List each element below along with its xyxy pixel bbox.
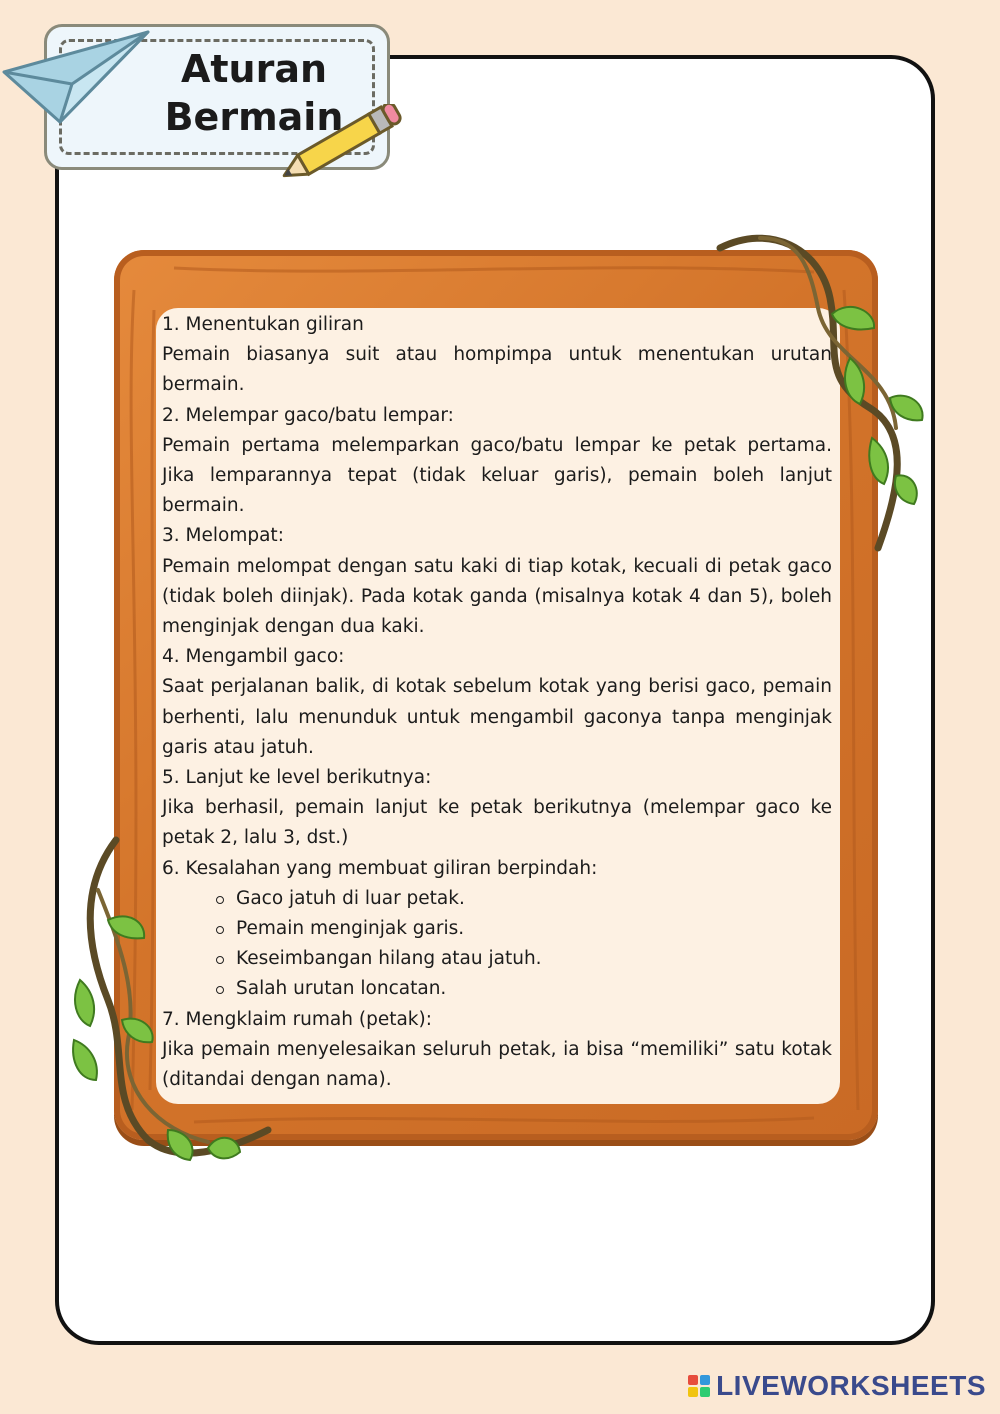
liveworksheets-watermark [688, 1370, 986, 1402]
brand-name: LIVEWORKSHEETS [716, 1370, 986, 1401]
rule-6-bullet: Gaco jatuh di luar petak. [236, 884, 832, 914]
rule-4-body: Saat perjalanan balik, di kotak sebelum kotak yang berisi gaco, pemain berhenti, lalu menunduk untuk mengambil gaconya tanpa menginjak garis atau jatuh. [162, 676, 832, 758]
rule-2-heading: 2. Melempar gaco/batu lempar: [162, 404, 454, 426]
rule-1-body: Pemain biasanya suit atau hompimpa untuk menentukan urutan bermain. [162, 344, 832, 396]
rule-6-bullet: Pemain menginjak garis. [236, 914, 832, 944]
logo-square [700, 1387, 710, 1397]
rule-3-body: Pemain melompat dengan satu kaki di tiap kotak, kecuali di petak gaco (tidak boleh diinjak). Pada kotak ganda (misalnya kotak 4 dan 5), boleh menginjak dengan dua kaki. [162, 555, 832, 638]
rule-5-body: Jika berhasil, pemain lanjut ke petak berikutnya (melempar gaco ke petak 2, lalu 3, dst.) [162, 797, 832, 849]
logo-square [700, 1375, 710, 1385]
rule-2-body: Pemain pertama melemparkan gaco/batu lempar ke petak pertama. Jika lemparannya tepat (tidak keluar garis), pemain boleh lanjut bermain. [162, 434, 832, 517]
pencil-icon [274, 104, 409, 184]
rule-6-bullet: Salah urutan loncatan. [236, 974, 832, 1004]
logo-square [688, 1387, 698, 1397]
rule-5-heading: 5. Lanjut ke level berikutnya: [162, 767, 432, 789]
vine-top-right-decoration [700, 228, 935, 558]
rule-7-body: Jika pemain menyelesaikan seluruh petak, ia bisa “memiliki” satu kotak (ditandai dengan nama). [162, 1038, 832, 1091]
title-line-2: Bermain [164, 95, 344, 139]
logo-square [688, 1375, 698, 1385]
rule-4-heading: 4. Mengambil gaco: [162, 646, 345, 668]
paper-plane-icon [2, 14, 152, 129]
rule-6-bullet: Keseimbangan hilang atau jatuh. [236, 944, 832, 974]
rule-1-heading: 1. Menentukan giliran [162, 314, 364, 335]
rule-6-heading: 6. Kesalahan yang membuat giliran berpindah: [162, 857, 598, 879]
rule-7-heading: 7. Mengklaim rumah (petak): [162, 1008, 432, 1030]
title-line-1: Aturan [180, 47, 328, 91]
liveworksheets-logo-icon [688, 1375, 710, 1397]
vine-bottom-left-decoration [68, 830, 278, 1175]
rule-3-heading: 3. Melompat: [162, 525, 284, 547]
